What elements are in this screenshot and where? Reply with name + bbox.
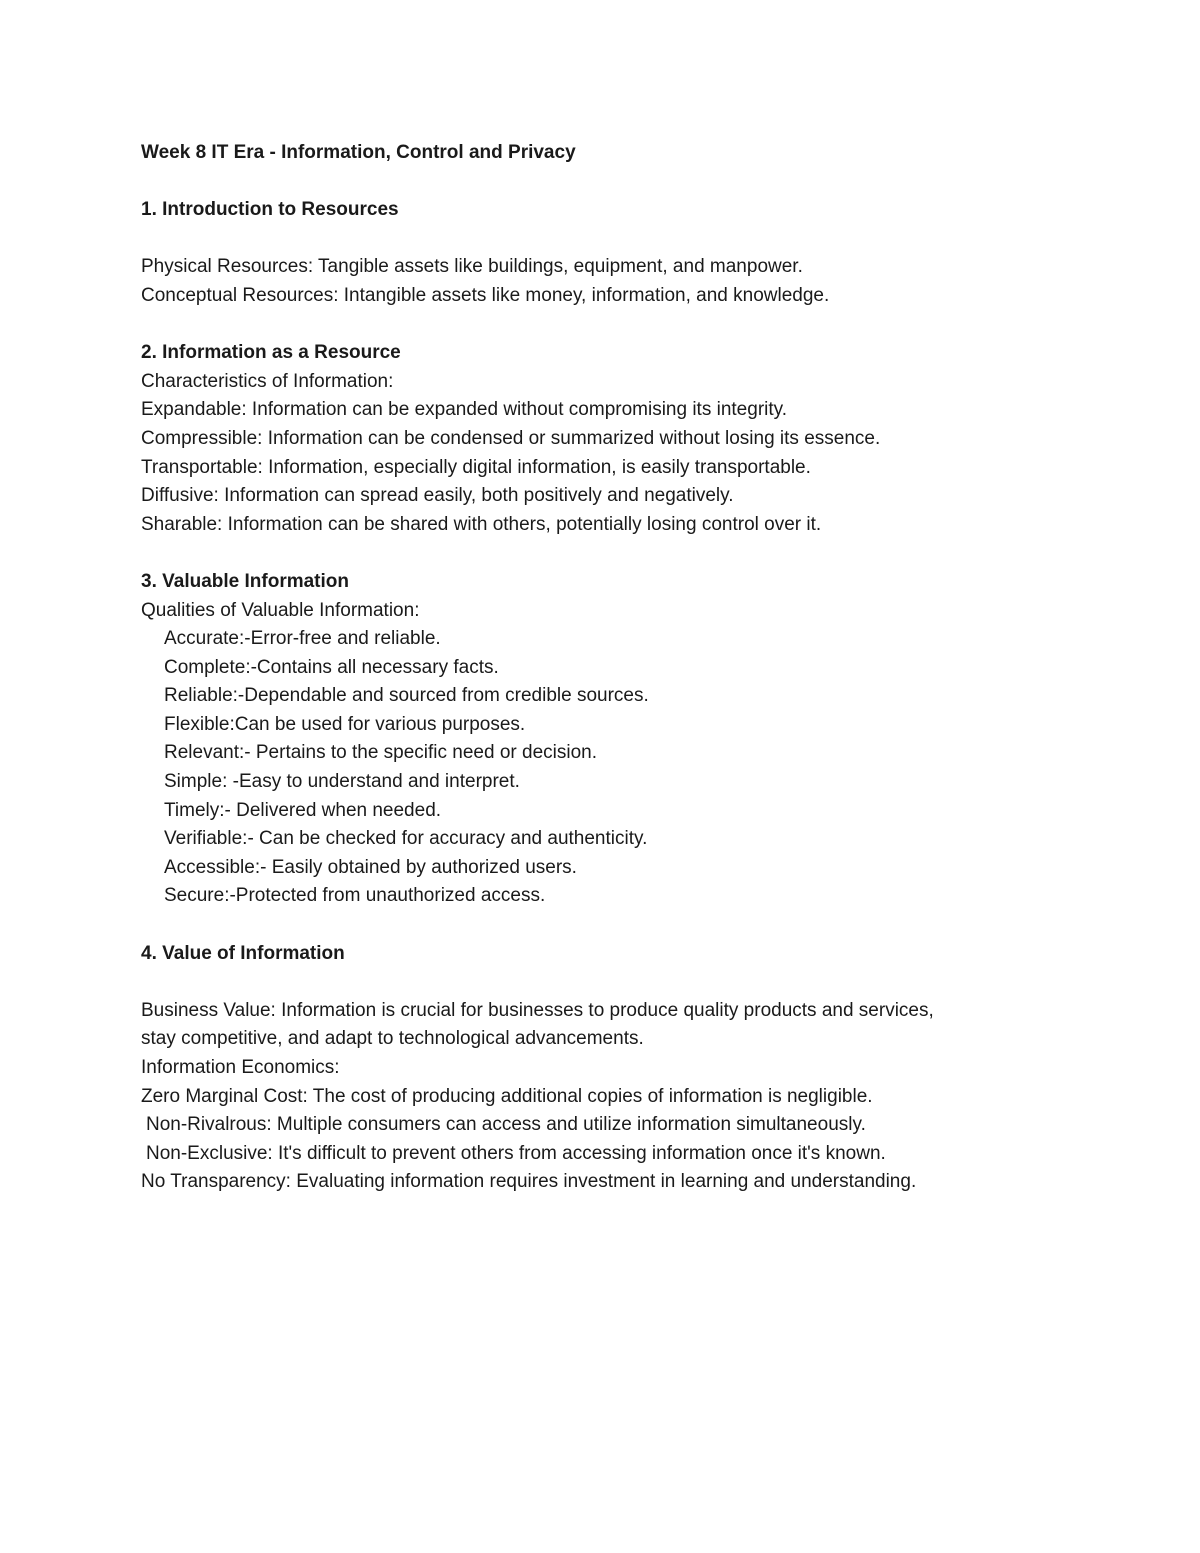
paragraph-line: Physical Resources: Tangible assets like buildings, equipment, and manpower. xyxy=(141,256,803,278)
list-item: Flexible:Can be used for various purposes. xyxy=(164,713,526,735)
spacer xyxy=(141,225,1061,254)
document-body xyxy=(141,139,1061,1197)
section-heading-value-of-information: 4. Value of Information xyxy=(141,942,345,964)
paragraph-line: Non-Exclusive: It's difficult to prevent others from accessing information once it's known. xyxy=(146,1142,886,1164)
paragraph-line: Conceptual Resources: Intangible assets like money, information, and knowledge. xyxy=(141,284,830,306)
list-item: Simple: -Easy to understand and interpret. xyxy=(164,771,520,793)
list-item: Accurate:-Error-free and reliable. xyxy=(164,628,441,650)
spacer xyxy=(141,911,1061,940)
list-item: Verifiable:- Can be checked for accuracy and authenticity. xyxy=(164,828,648,850)
section-heading-valuable-information: 3. Valuable Information xyxy=(141,570,349,592)
paragraph-line: Diffusive: Information can spread easily, both positively and negatively. xyxy=(141,485,734,507)
paragraph-line: Business Value: Information is crucial for businesses to produce quality products and services, xyxy=(141,999,934,1021)
paragraph-line: No Transparency: Evaluating information requires investment in learning and understanding. xyxy=(141,1171,917,1193)
document-title: Week 8 IT Era - Information, Control and Privacy xyxy=(141,142,576,163)
paragraph-line: Characteristics of Information: xyxy=(141,370,394,392)
list-item: Relevant:- Pertains to the specific need or decision. xyxy=(164,742,598,764)
spacer xyxy=(141,311,1061,340)
paragraph-line: Non-Rivalrous: Multiple consumers can access and utilize information simultaneously. xyxy=(146,1114,866,1136)
paragraph-line: Qualities of Valuable Information: xyxy=(141,599,420,621)
paragraph-line: Zero Marginal Cost: The cost of producing additional copies of information is negligible. xyxy=(141,1085,873,1107)
list-item: Complete:-Contains all necessary facts. xyxy=(164,656,499,678)
paragraph-line: Expandable: Information can be expanded without compromising its integrity. xyxy=(141,399,788,421)
section-heading-resources: 1. Introduction to Resources xyxy=(141,199,399,221)
list-item: Secure:-Protected from unauthorized access. xyxy=(164,885,546,907)
spacer xyxy=(141,968,1061,997)
paragraph-line: Sharable: Information can be shared with others, potentially losing control over it. xyxy=(141,513,822,535)
spacer xyxy=(141,539,1061,568)
paragraph-line: Transportable: Information, especially digital information, is easily transportable. xyxy=(141,456,811,478)
list-item: Reliable:-Dependable and sourced from credible sources. xyxy=(164,685,649,707)
section-heading-information-resource: 2. Information as a Resource xyxy=(141,342,401,364)
paragraph-line: Compressible: Information can be condensed or summarized without losing its essence. xyxy=(141,427,881,449)
spacer xyxy=(141,168,1061,197)
paragraph-line: Information Economics: xyxy=(141,1057,340,1078)
list-item: Timely:- Delivered when needed. xyxy=(164,799,442,821)
paragraph-line: stay competitive, and adapt to technological advancements. xyxy=(141,1028,644,1050)
list-item: Accessible:- Easily obtained by authorized users. xyxy=(164,856,577,878)
